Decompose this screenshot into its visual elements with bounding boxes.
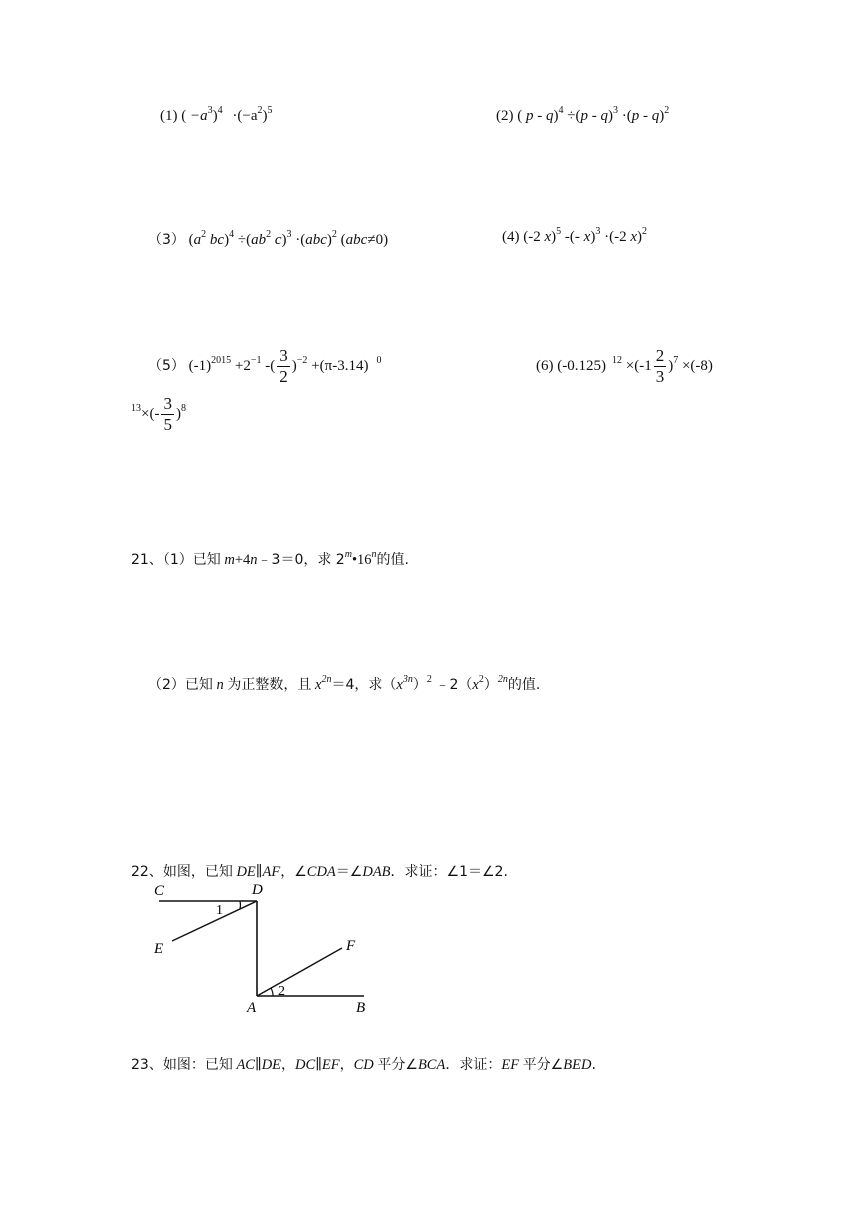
label-e: E	[154, 941, 164, 957]
angle-2-arc	[271, 988, 273, 996]
problem-3: （3） ($a^2$ $bc)^4 \div(ab^2$ c)$^3$ ·(abc)$^2$ (abc≠0)	[148, 229, 389, 248]
segment-de	[172, 901, 257, 941]
fraction-3-5: $\frac{3}{5}$	[163, 394, 172, 434]
question-23: 23、如图：已知 AC∥DE，DC∥EF，CD 平分∠BCA．求证：EF 平分∠BED.	[131, 1057, 596, 1073]
problem-6-continued: $^{13}$×(- $\frac{3}{5}$ )$^8$	[131, 394, 186, 434]
question-21-part-2: （2）已知 n 为正整数，且 $x^{2n}=4$，求$(x^{3n})^2$ $﹣2(x^2)^{2n}$的值.	[148, 674, 541, 693]
question-21-part-1: 21、（1）已知 m+4n﹣3＝0，求 2$^m$•16$^n$的值.	[131, 549, 409, 568]
problem-6: (6) (-0.125) $^{12}$ ×(-1 $\frac{2}{3}$ )$^7$ ×(-8)	[536, 346, 713, 386]
problem-2: (2) ( p - q)$^4$ ÷(p - q)$^3$ ·(p - q)$^2$	[496, 105, 670, 124]
label-f: F	[346, 938, 356, 954]
geometry-figure	[140, 878, 390, 1018]
fraction-2-3: $\frac{2}{3}$	[655, 346, 665, 386]
problem-4: (4) (-2 x)$^5$ -(- x)$^3$ ·(-2 x)$^2$	[502, 226, 648, 245]
label-angle-1: 1	[216, 903, 223, 918]
question-22: 22、如图，已知 DE∥AF，∠CDA＝∠DAB．求证：∠1＝∠2.	[131, 864, 508, 880]
label-b: B	[356, 1000, 366, 1016]
label-c: C	[154, 883, 165, 899]
label-angle-2: 2	[278, 984, 285, 999]
label-d: D	[252, 882, 263, 898]
fraction-3-2: $\frac{3}{2}$	[279, 346, 288, 386]
label-a: A	[247, 1000, 257, 1016]
problem-5: （5） $(-1)^{2015} +2^{-1}$ -( $\frac{3}{2}$ )$^{-2}$ +(π-3.14) $^0$	[148, 346, 382, 386]
segment-af	[257, 948, 342, 996]
problem-1: (1) ( $-a^3)^4 \cdot(-a^2)^5$	[160, 105, 273, 124]
